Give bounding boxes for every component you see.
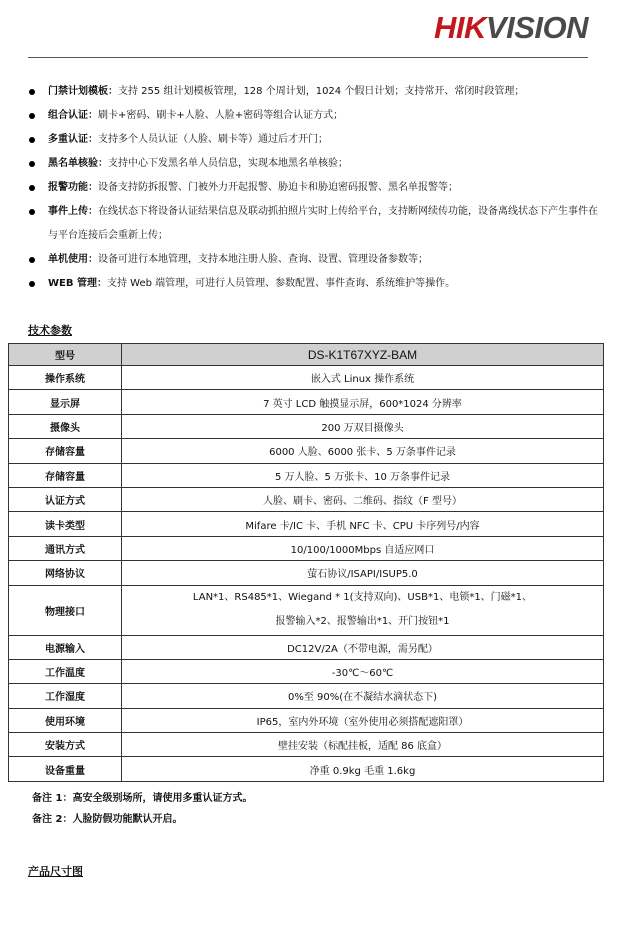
feature-item: 报警功能：设备支持防拆报警、门被外力开起报警、胁迫卡和胁迫密码报警、黑名单报警等； — [28, 176, 598, 200]
table-row — [9, 708, 604, 732]
spec-key: 读卡类型 — [9, 512, 122, 536]
table-row — [9, 439, 604, 463]
table-row — [9, 414, 604, 438]
spec-value: 0%至 90%(在不凝结水滴状态下) — [122, 684, 604, 708]
bullet-icon — [29, 161, 35, 167]
bullet-icon — [29, 185, 35, 191]
table-row — [9, 390, 604, 414]
table-row — [9, 635, 604, 659]
spec-value: 5 万人脸、5 万张卡、10 万条事件记录 — [122, 463, 604, 487]
model-value: DS-K1T67XYZ-BAM — [122, 344, 604, 366]
spec-value: 10/100/1000Mbps 自适应网口 — [122, 536, 604, 560]
spec-key: 型号 — [9, 344, 122, 366]
bullet-icon — [29, 113, 35, 119]
spec-value: DC12V/2A（不带电源，需另配） — [122, 635, 604, 659]
spec-value: IP65，室内外环境（室外使用必须搭配遮阳罩） — [122, 708, 604, 732]
feature-item: 事件上传：在线状态下将设备认证结果信息及联动抓拍照片实时上传给平台，支持断网续传功能，设备离线状态下产生事件在与平台连接后会重新上传； — [28, 200, 598, 248]
feature-item: 门禁计划模板：支持 255 组计划模板管理，128 个周计划，1024 个假日计划；支持常开、常闭时段管理； — [28, 80, 598, 104]
note-line: 备注 2：人脸防假功能默认开启。 — [32, 814, 183, 825]
size-section-title: 产品尺寸图 — [28, 865, 83, 878]
feature-list — [28, 80, 598, 296]
bullet-icon — [29, 257, 35, 263]
table-row — [9, 585, 604, 635]
spec-key: 安装方式 — [9, 733, 122, 757]
table-row — [9, 536, 604, 560]
spec-section-title: 技术参数 — [28, 324, 72, 337]
table-row — [9, 659, 604, 683]
spec-value: 萤石协议/ISAPI/ISUP5.0 — [122, 561, 604, 585]
interface-line: LAN*1、RS485*1、Wiegand * 1(支持双向)、USB*1、电锁*1、门磁*1、 — [192, 592, 533, 604]
table-row — [9, 684, 604, 708]
spec-key: 网络协议 — [9, 561, 122, 585]
spec-key: 操作系统 — [9, 366, 122, 390]
spec-value: 6000 人脸、6000 张卡、5 万条事件记录 — [122, 439, 604, 463]
table-header-row — [9, 344, 604, 366]
spec-key: 物理接口 — [9, 585, 122, 635]
feature-item: 单机使用：设备可进行本地管理，支持本地注册人脸、查询、设置、管理设备参数等； — [28, 248, 598, 272]
spec-key: 摄像头 — [9, 414, 122, 438]
spec-value: 嵌入式 Linux 操作系统 — [122, 366, 604, 390]
feature-item: 组合认证：刷卡+密码、刷卡+人脸、人脸+密码等组合认证方式； — [28, 104, 598, 128]
bullet-icon — [29, 281, 35, 287]
table-row — [9, 487, 604, 511]
spec-key: 存储容量 — [9, 463, 122, 487]
feature-item: WEB 管理：支持 Web 端管理，可进行人员管理、参数配置、事件查询、系统维护等操作。 — [28, 272, 598, 296]
spec-table — [8, 343, 604, 782]
spec-key: 工作温度 — [9, 659, 122, 683]
table-row — [9, 733, 604, 757]
spec-key: 电源输入 — [9, 635, 122, 659]
table-row — [9, 463, 604, 487]
spec-key: 认证方式 — [9, 487, 122, 511]
feature-item: 多重认证：支持多个人员认证（人脸、刷卡等）通过后才开门； — [28, 128, 598, 152]
spec-value: 200 万双目摄像头 — [122, 414, 604, 438]
bullet-icon — [29, 137, 35, 143]
spec-key: 通讯方式 — [9, 536, 122, 560]
bullet-icon — [29, 209, 35, 215]
table-row — [9, 366, 604, 390]
spec-key: 使用环境 — [9, 708, 122, 732]
hikvision-logo: HIKVISION — [434, 10, 588, 45]
spec-value: Mifare 卡/IC 卡、手机 NFC 卡、CPU 卡序列号/内容 — [122, 512, 604, 536]
feature-item: 黑名单核验：支持中心下发黑名单人员信息，实现本地黑名单核验； — [28, 152, 598, 176]
table-row — [9, 757, 604, 781]
header-divider — [28, 57, 588, 58]
note-line: 备注 1：高安全级别场所，请使用多重认证方式。 — [32, 793, 253, 804]
spec-key: 显示屏 — [9, 390, 122, 414]
interface-line: 报警输入*2、报警输出*1、开门按钮*1 — [275, 616, 450, 628]
spec-key: 工作湿度 — [9, 684, 122, 708]
notes — [32, 788, 252, 830]
spec-value: -30℃～60℃ — [122, 659, 604, 683]
table-row — [9, 561, 604, 585]
spec-key: 设备重量 — [9, 757, 122, 781]
spec-value: 7 英寸 LCD 触摸显示屏，600*1024 分辨率 — [122, 390, 604, 414]
table-row — [9, 512, 604, 536]
spec-key: 存储容量 — [9, 439, 122, 463]
spec-value: 人脸、刷卡、密码、二维码、指纹（F 型号） — [122, 487, 604, 511]
spec-value: 净重 0.9kg 毛重 1.6kg — [122, 757, 604, 781]
spec-value — [122, 585, 604, 635]
bullet-icon — [29, 89, 35, 95]
spec-value: 壁挂安装（标配挂板，适配 86 底盒） — [122, 733, 604, 757]
